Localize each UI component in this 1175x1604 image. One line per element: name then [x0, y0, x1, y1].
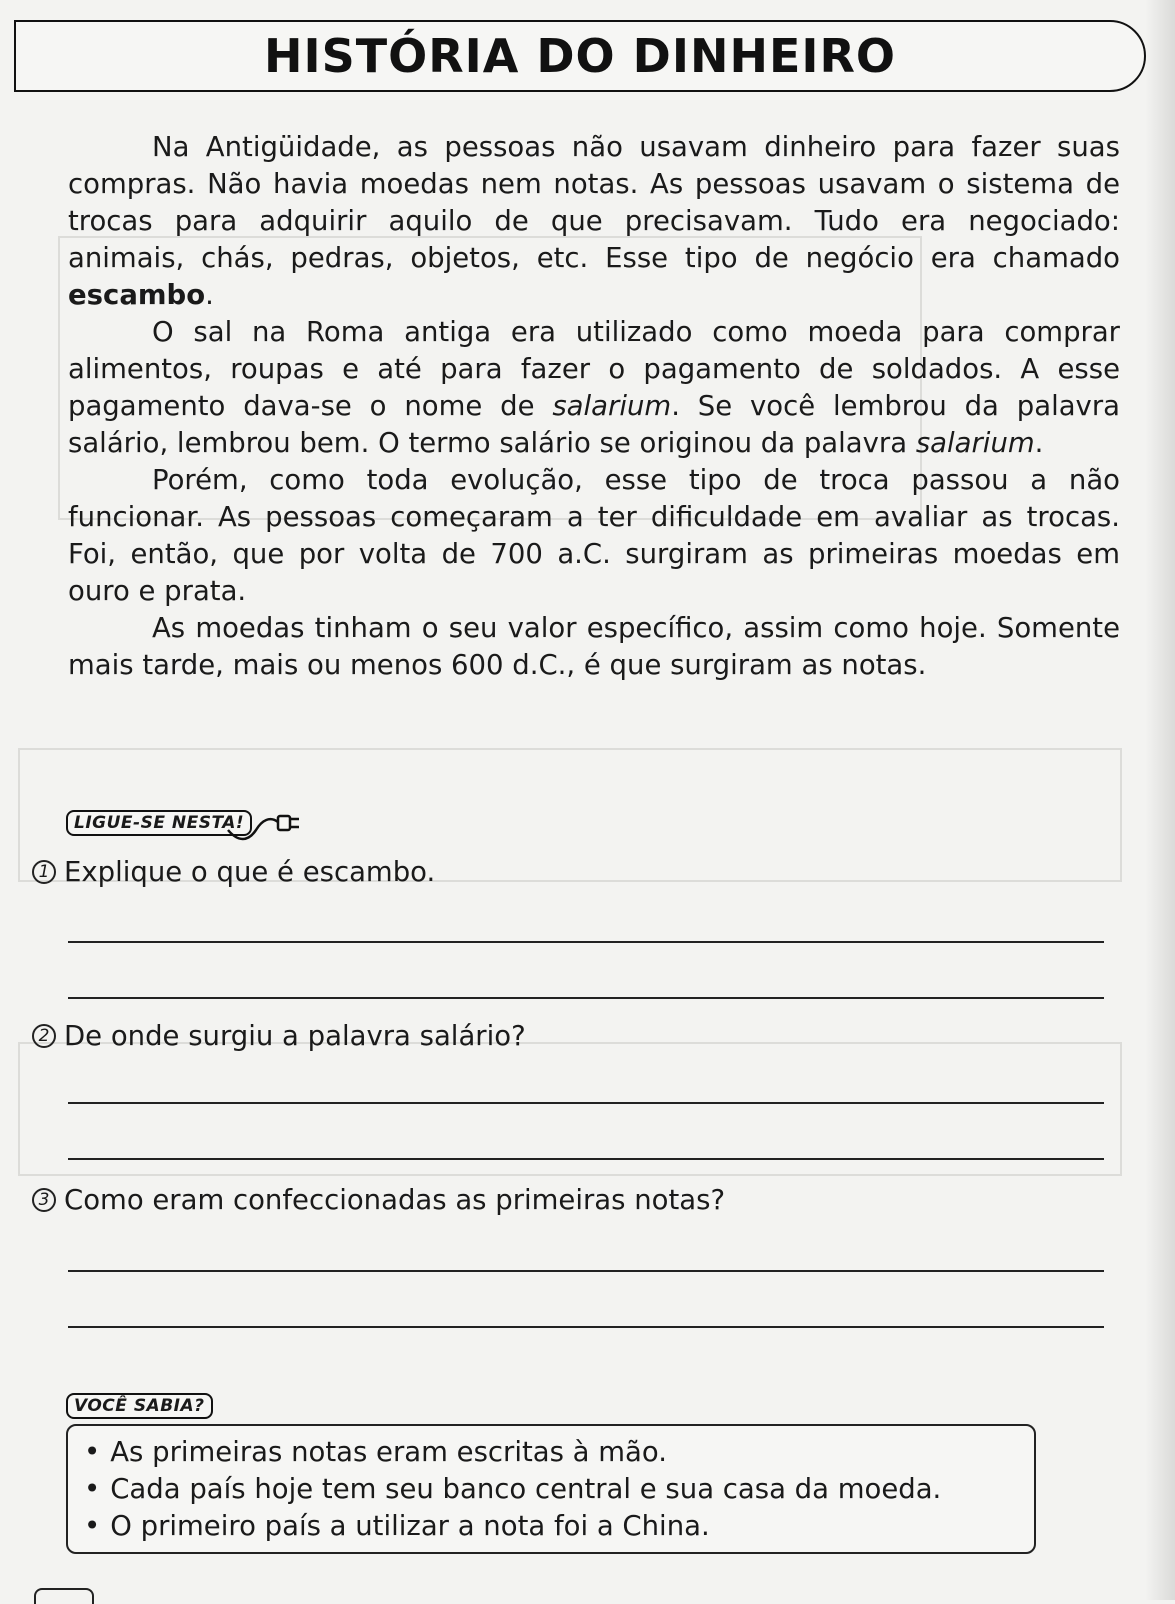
fact-item: • O primeiro país a utilizar a nota foi a China.: [84, 1508, 1034, 1545]
paragraph-2-end: .: [1034, 427, 1044, 459]
paragraph-1-end: .: [205, 279, 214, 311]
question-3-number: 3: [32, 1188, 56, 1212]
page-title: HISTÓRIA DO DINHEIRO: [263, 29, 897, 83]
voce-sabia-tag: VOCÊ SABIA?: [66, 1393, 213, 1419]
question-3: [32, 1184, 725, 1216]
reading-text: [68, 129, 1120, 684]
question-3-text: Como eram confeccionadas as primeiras notas?: [64, 1184, 726, 1216]
question-2: [32, 1020, 526, 1052]
paragraph-4: As moedas tinham o seu valor específico, assim como hoje. Somente mais tarde, mais ou menos 600 d.C., é que surgiram as notas.: [68, 612, 1120, 681]
answer-3-line-1[interactable]: [68, 1270, 1104, 1272]
facts-list: [68, 1426, 1034, 1545]
term-salarium-2: salarium: [915, 427, 1035, 459]
page-edge-shadow: [1145, 0, 1175, 1600]
title-banner: [14, 20, 1146, 92]
paragraph-3: Porém, como toda evolução, esse tipo de troca passou a não funcionar. As pessoas começaram a ter dificuldade em avaliar as trocas. Foi, então, que por volta de 700 a.C. surgiram as primeiras moedas em ouro e prata.: [68, 464, 1120, 607]
ligue-se-tag: LIGUE-SE NESTA!: [66, 810, 252, 836]
next-section-tab: [34, 1588, 94, 1604]
answer-3-line-2[interactable]: [68, 1326, 1104, 1328]
question-2-number: 2: [32, 1024, 56, 1048]
question-1: [32, 856, 435, 888]
term-escambo: escambo: [68, 279, 206, 311]
answer-1-line-1[interactable]: [68, 941, 1104, 943]
question-1-text: Explique o que é escambo.: [64, 856, 436, 888]
voce-sabia-box: [66, 1424, 1036, 1554]
paragraph-1: [68, 129, 1120, 314]
question-1-number: 1: [32, 860, 56, 884]
fact-item: • Cada país hoje tem seu banco central e sua casa da moeda.: [84, 1471, 1034, 1508]
ghost-table-low: [18, 1042, 1122, 1176]
fact-item: • As primeiras notas eram escritas à mão.: [84, 1434, 1034, 1471]
answer-1-line-2[interactable]: [68, 997, 1104, 999]
paragraph-2: [68, 314, 1120, 462]
paragraph-2-text-b: . Se você lembrou da palavra salário, lembrou bem. O termo salário se originou da palavra: [68, 390, 1120, 459]
paragraph-1-text: Na Antigüidade, as pessoas não usavam dinheiro para fazer suas compras. Não havia moedas nem notas. As pessoas usavam o sistema de trocas para adquirir aquilo de que precisavam. Tudo era negociado: animais, chás, pedras, objetos, etc. Esse tipo de negócio era chamado: [68, 131, 1120, 274]
paragraph-2-text-a: O sal na Roma antiga era utilizado como moeda para comprar alimentos, roupas e até para fazer o pagamento de soldados. A esse pagamento dava-se o nome de: [68, 316, 1120, 422]
answer-2-line-2[interactable]: [68, 1158, 1104, 1160]
plug-icon: [226, 808, 302, 844]
question-2-text: De onde surgiu a palavra salário?: [64, 1020, 526, 1052]
term-salarium-1: salarium: [552, 390, 672, 422]
answer-2-line-1[interactable]: [68, 1102, 1104, 1104]
